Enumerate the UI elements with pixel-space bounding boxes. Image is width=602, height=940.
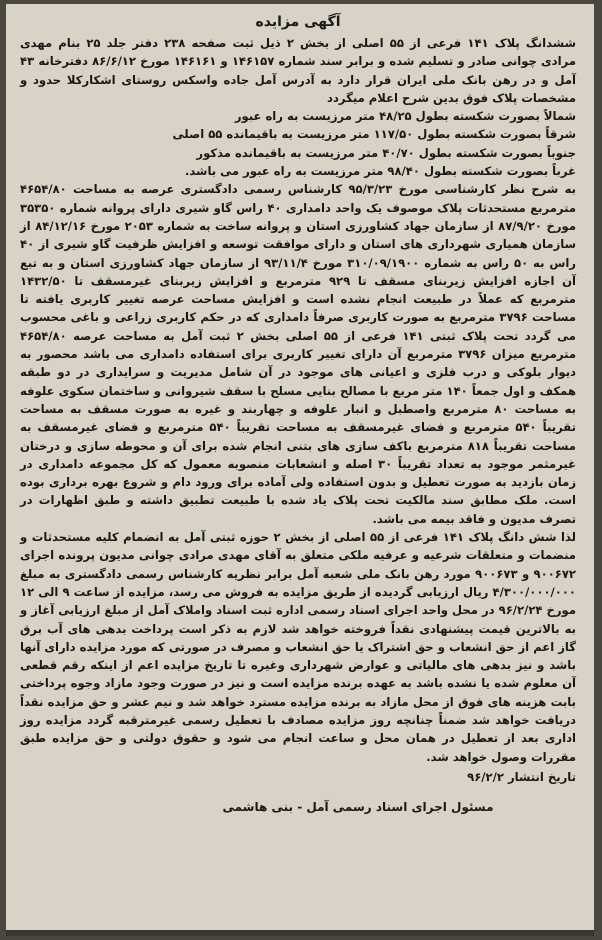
publish-date: تاریخ انتشار ۹۶/۲/۲	[467, 769, 576, 784]
clipping-edge	[6, 930, 594, 936]
bound-east: شرقاً بصورت شکسته بطول ۱۱۷/۵۰ متر مرزیست به باقیمانده ۵۵ اصلی	[172, 127, 576, 142]
bound-north: شمالاً بصورت شکسته بطول ۴۸/۲۵ متر مرزیست به راه عبور	[234, 109, 576, 124]
notice-intro: ششدانگ پلاک ۱۴۱ فرعی از ۵۵ اصلی از بخش ۲ ذیل ثبت صفحه ۲۳۸ دفتر جلد ۲۵ بنام مهدی مرادی چوانی صادر و تسلیم شده و برابر سند شماره ۱۴۶۱۵۷ و ۱۴۶۱۶۱ مورخ ۸۶/۶/۱۲ دفترخانه ۴۳ آمل و در رهن بانک ملی ایران قرار دارد به آدرس آمل جاده واسکس روستای اشکارکلا حدود و مشخصات پلاک فوق بدین شرح اعلام میگردد	[20, 36, 576, 105]
auction-terms: لذا شش دانگ پلاک ۱۴۱ فرعی از ۵۵ اصلی از بخش ۲ حوزه ثبتی آمل به انضمام کلیه مستحدثات و منضمات و متعلقات شرعیه و عرفیه ملکی متعلق به آقای مهدی مرادی چوانی مدیون پرونده اجرای ۹۰۰۶۷۲ و ۹۰۰۶۷۳ مورد رهن بانک ملی شعبه آمل برابر نظریه کارشناس رسمی دادگستری به مبلغ ۴/۳۰۰/۰۰۰/۰۰۰ ریال ارزیابی گردیده از طریق مزایده به فروش می رسد، مزایده از ساعت ۹ الی ۱۲ مورخ ۹۶/۲/۲۴ در محل واحد اجرای اسناد رسمی اداره ثبت اسناد واملاک آمل از مبلغ ارزیابی آغاز و به بالاترین قیمت پیشنهادی نقداً فروخته خواهد شد لازم به ذکر است پرداخت بدهی های آب برق گاز اعم از حق انشعاب و حق اشتراک یا حق انشعاب و مصرف در صورتی که مورد مزایده دارای آنها باشد و نیز بدهی های مالیاتی و عوارض شهرداری وغیره تا تاریخ مزایده اعم از اینکه رقم قطعی آن معلوم شده یا نشده باشد به عهده برنده مزایده است و نیز در صورت وجود مازاد وجوه پرداختی بابت هزینه های فوق از محل مازاد به برنده مزایده مسترد خواهد شد و نیم عشر و حق مزایده نقداً دریافت خواهد شد ضمناً چنانچه روز مزایده مصادف با تعطیل رسمی غیرمترقبه گردد مزایده روز اداری بعد از تعطیل در همان محل و ساعت انجام می شود و حقوق دولتی و حق مزایده طبق مقررات وصول خواهد شد.	[20, 530, 577, 764]
bound-west: غرباً بصورت شکسته بطول ۹۸/۴۰ متر مرزیست به راه عبور می باشد.	[184, 164, 576, 179]
signature: مسئول اجرای اسناد رسمی آمل - بنی هاشمی	[222, 800, 494, 815]
notice-title: آگهی مزایده	[255, 14, 341, 30]
expert-description: به شرح نظر کارشناسی مورخ ۹۵/۳/۲۳ کارشناس رسمی دادگستری عرصه به مساحت ۴۶۵۴/۸۰ مترمربع مستحدثات پلاک موصوف یک واحد دامداری ۴۰ راس گاو شیری دارای پروانه شماره ۳۵۳۵۰ مورخ ۸۷/۹/۲۰ از سازمان جهاد کشاورزی استان و پروانه ساخت به شماره ۲۰۵۳ مورخ ۸۴/۱۲/۱۶ از سازمان همیاری شهرداری های استان و دارای موافقت توسعه و افزایش ظرفیت گاو شیری از ۴۰ راس به ۵۰ راس به شماره ۳۱۰/۰۹/۱۹۰۰ مورخ ۹۳/۱۱/۴ از سازمان جهاد کشاورزی استان و به تبع آن اجازه افزایش زیربنای مسقف تا ۹۲۹ مترمربع و افزایش زیربنای غیرمسقف تا ۱۴۳۲/۵۰ مترمربع که عملاً در طبیعت انجام نشده است و افزایش مساحت عرصه تغییر کاربری یافته تا مساحت ۳۷۹۶ مترمربع به صورت کاربری صرفاً دامداری که در حکم کاربری زراعی و باغی محسوب می گردد تحت پلاک ثبتی ۱۴۱ فرعی از ۵۵ اصلی بخش ۲ ثبت آمل به مساحت عرصه ۴۶۵۴/۸۰ مترمربع میزان ۳۷۹۶ مترمربع آن دارای تغییر کاربری برای استفاده دامداری می باشد محصور به دیوار بلوکی و درب فلزی و اعیانی های موجود در آن شامل مدیریت و سرایداری در دو طبقه همکف و اول جمعاً ۱۴۰ متر مربع با مصالح بنایی مسلح با سقف شیروانی و ساختمان سکوی علوفه به مساحت ۸۰ مترمربع واصطبل و انبار علوفه و چهاربند و غیره به صورت مسقف به مساحت تقریباً ۵۴۰ مترمربع و فضای غیرمسقف به مساحت تقریباً ۵۴۰ مترمربع و فضای غیرمسقف به مساحت تقریباً ۸۱۸ مترمربع باکف سازی های بتنی انجام شده برای آن و محوطه سازی و درختان غیرمثمر موجود به تعداد تقریباً ۳۰ اصله و انشعابات منصوبه معمول که کل مجموعه دامداری در زمان بازدید به صورت تعطیل و بدون استفاده ولی آماده برای ورود دام و شروع بهره برداری بوده است. ملک مطابق سند مالکیت تحت پلاک یاد شده با طبیعت تطبیق داشته و طبق اظهارات در تصرف مدیون و فاقد بیمه می باشد.	[20, 182, 577, 526]
bound-south: جنوباً بصورت شکسته بطول ۴۰/۷۰ متر مرزیست به باقیمانده مذکور	[196, 145, 576, 160]
property-bounds	[20, 107, 576, 180]
newspaper-clipping	[6, 4, 594, 936]
